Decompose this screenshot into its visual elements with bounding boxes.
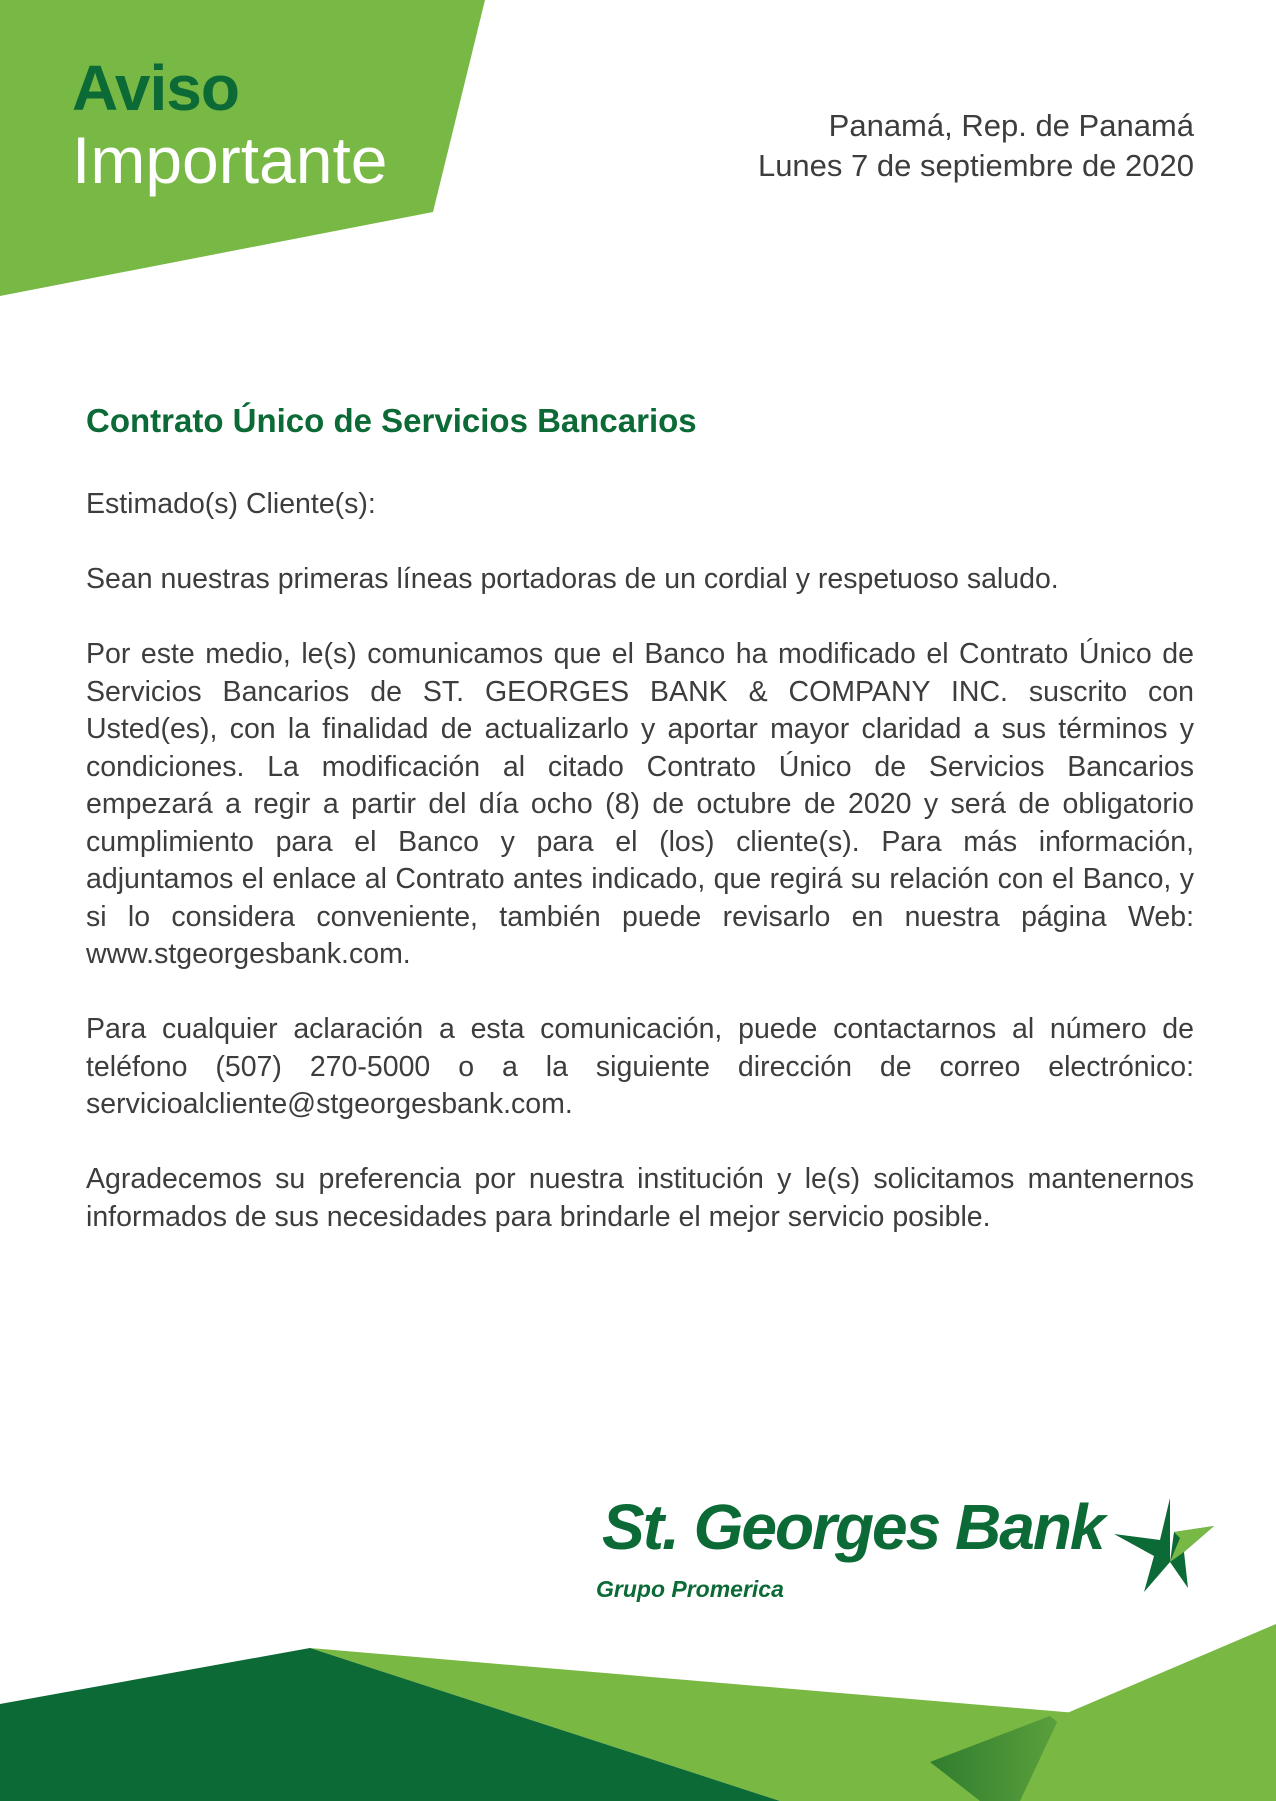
logo-group-name: Grupo Promerica xyxy=(596,1576,784,1602)
banner-title xyxy=(72,52,388,196)
banner-word-importante: Importante xyxy=(72,123,388,197)
paragraph-1: Sean nuestras primeras líneas portadoras de un cordial y respetuoso saludo. xyxy=(86,563,1059,595)
location-date-block xyxy=(594,106,1194,186)
document-title: Contrato Único de Servicios Bancarios xyxy=(86,402,697,439)
paragraph-3: Para cualquier aclaración a esta comunicación, puede contactarnos al número de teléfono (507) 270-5000 o a la siguiente dirección de correo electrónico: servicioalcliente@stgeorgesbank.com. xyxy=(86,1013,1194,1120)
date-text: Lunes 7 de septiembre de 2020 xyxy=(757,148,1194,183)
letter-body xyxy=(86,486,1194,1274)
star-icon xyxy=(1108,1496,1218,1596)
paragraph-4: Agradecemos su preferencia por nuestra institución y le(s) solicitamos mantenernos informados de sus necesidades para brindarle el mejor servicio posible. xyxy=(86,1163,1194,1233)
location-text: Panamá, Rep. de Panamá xyxy=(828,108,1194,143)
greeting: Estimado(s) Cliente(s): xyxy=(86,488,376,520)
banner-word-aviso: Aviso xyxy=(72,52,239,124)
logo-bank-name: St. Georges Bank xyxy=(602,1491,1104,1563)
paragraph-2: Por este medio, le(s) comunicamos que el Banco ha modificado el Contrato Único de Servicios Bancarios de ST. GEORGES BANK & COMPANY INC. suscrito con Usted(es), con la finalidad de actualizarlo y aportar mayor claridad a sus términos y condiciones. La modificación al citado Contrato Único de Servicios Bancarios empezará a regir a partir del día ocho (8) de octubre de 2020 y será de obligatorio cumplimiento para el Banco y para el (los) cliente(s). Para más información, adjuntamos el enlace al Contrato antes indicado, que regirá su relación con el Banco, y si lo considera conveniente, también puede revisarlo en nuestra página Web: www.stgeorgesbank.com. xyxy=(86,638,1194,970)
